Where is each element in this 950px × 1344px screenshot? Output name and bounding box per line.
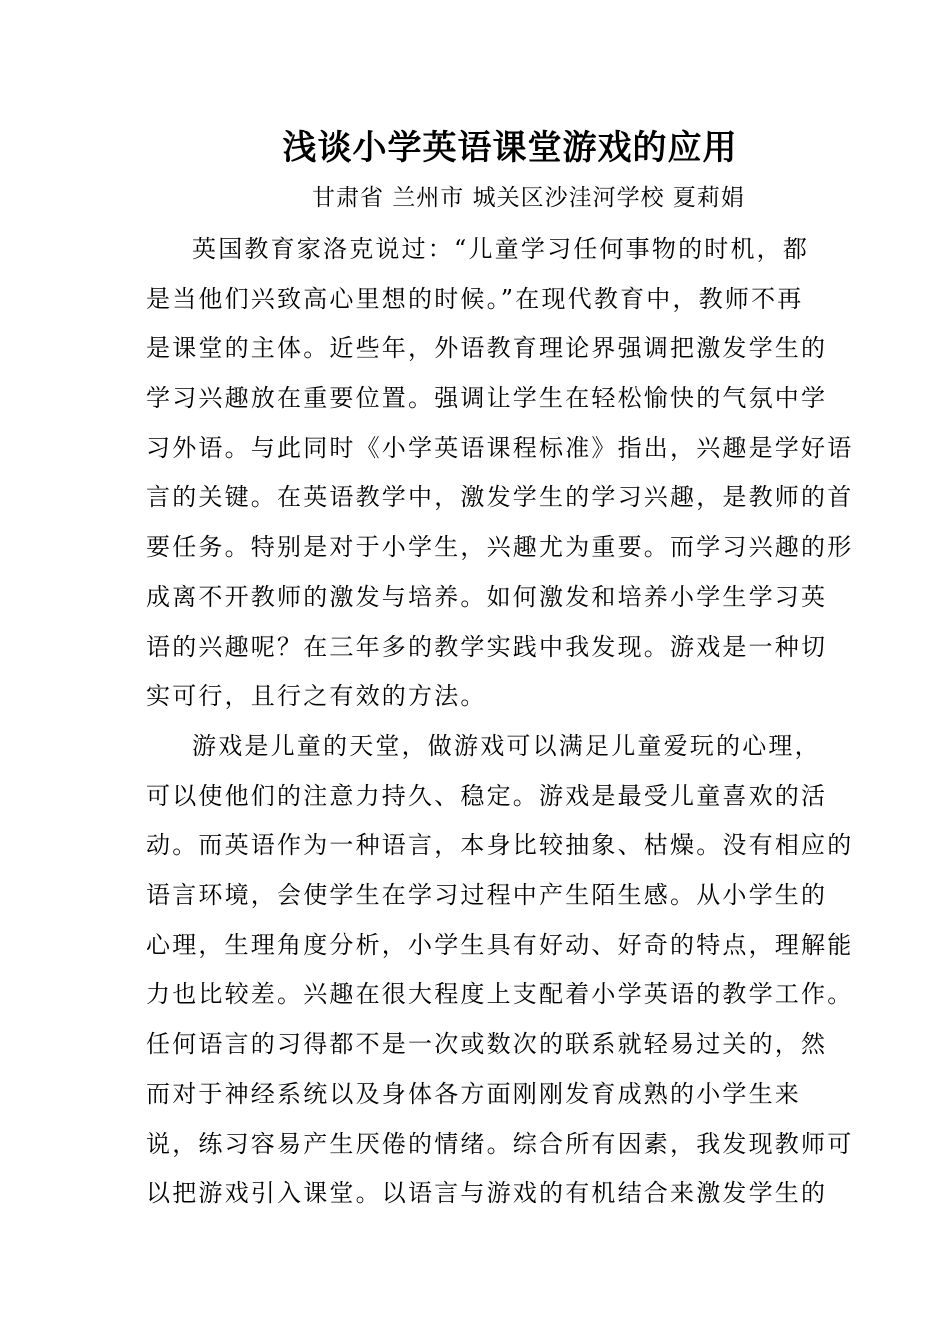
text-line: 心理，生理角度分析，小学生具有好动、好奇的特点，理解能 <box>146 930 854 959</box>
text-line: 而对于神经系统以及身体各方面刚刚发育成熟的小学生来 <box>146 1079 801 1108</box>
text-line: 以把游戏引入课堂。以语言与游戏的有机结合来激发学生的 <box>146 1179 828 1208</box>
page-title: 浅谈小学英语课堂游戏的应用 <box>282 128 738 168</box>
text-line: 语言环境，会使学生在学习过程中产生陌生感。从小学生的 <box>146 881 828 910</box>
author-line: 甘肃省 兰州市 城关区沙洼河学校 夏莉娟 <box>312 185 745 211</box>
text-line: 习外语。与此同时《小学英语课程标准》指出，兴趣是学好语 <box>146 433 854 462</box>
text-line: 成离不开教师的激发与培养。如何激发和培养小学生学习英 <box>146 582 828 611</box>
paragraph-2 <box>146 722 854 1219</box>
text-line: 言的关键。在英语教学中，激发学生的学习兴趣，是教师的首 <box>146 483 854 512</box>
text-line: 实可行，且行之有效的方法。 <box>146 682 487 711</box>
text-line: 力也比较差。兴趣在很大程度上支配着小学英语的教学工作。 <box>146 980 854 1009</box>
text-line: 要任务。特别是对于小学生，兴趣尤为重要。而学习兴趣的形 <box>146 533 854 562</box>
text-line: 是当他们兴致高心里想的时候。”在现代教育中，教师不再 <box>146 284 804 313</box>
text-line: 可以使他们的注意力持久、稳定。游戏是最受儿童喜欢的活 <box>146 781 828 810</box>
text-line: 学习兴趣放在重要位置。强调让学生在轻松愉快的气氛中学 <box>146 384 828 413</box>
text-line: 说，练习容易产生厌倦的情绪。综合所有因素，我发现教师可 <box>146 1129 854 1158</box>
text-line: 动。而英语作为一种语言，本身比较抽象、枯燥。没有相应的 <box>146 831 854 860</box>
text-line: 游戏是儿童的天堂，做游戏可以满足儿童爱玩的心理， <box>192 732 821 760</box>
text-line: 是课堂的主体。近些年，外语教育理论界强调把激发学生的 <box>146 334 828 363</box>
text-line: 语的兴趣呢？在三年多的教学实践中我发现。游戏是一种切 <box>146 632 828 661</box>
paragraph-1 <box>146 225 854 722</box>
text-line: 任何语言的习得都不是一次或数次的联系就轻易过关的，然 <box>146 1030 828 1059</box>
text-line: 英国教育家洛克说过：“儿童学习任何事物的时机，都 <box>192 235 810 263</box>
